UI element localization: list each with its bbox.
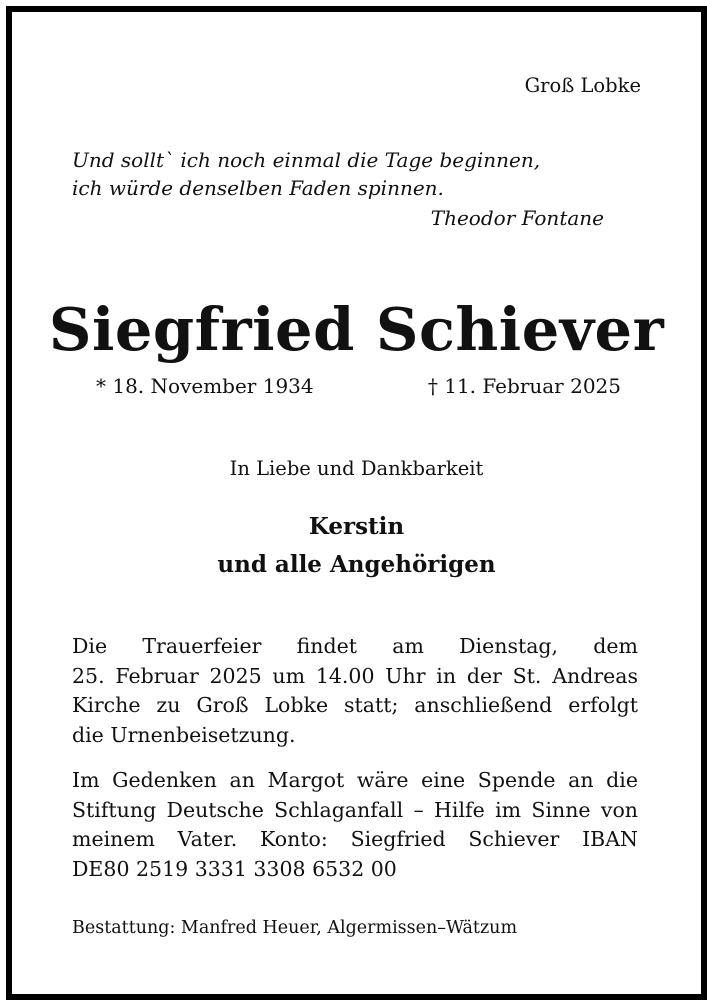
death-date: † 11. Februar 2025 xyxy=(427,374,621,398)
mourner-line: und alle Angehörigen xyxy=(217,551,496,578)
quote-line: ich würde denselben Faden spinnen. xyxy=(72,176,444,200)
donation-line: Stiftung Deutsche Schlaganfall – Hilfe im Sinne von xyxy=(72,797,638,822)
service-line: 25. Februar 2025 um 14.00 Uhr in der St. Andreas xyxy=(72,663,638,688)
dedication: In Liebe und Dankbarkeit xyxy=(229,457,484,480)
quote-line: Und sollt` ich noch einmal die Tage beginnen, xyxy=(72,148,541,172)
quote xyxy=(72,146,540,202)
service-line: die Urnenbeisetzung. xyxy=(72,722,296,747)
mourner-line: Kerstin xyxy=(308,513,405,540)
birth-date: * 18. November 1934 xyxy=(96,374,314,398)
mourners xyxy=(12,508,701,584)
obituary-frame xyxy=(6,6,707,1000)
donation-line: Im Gedenken an Margot wäre eine Spende an die xyxy=(72,768,638,792)
service-line: Die Trauerfeier findet am Dienstag, dem xyxy=(72,634,638,658)
quote-author: Theodor Fontane xyxy=(430,206,604,230)
funeral-home: Bestattung: Manfred Heuer, Algermissen–Wätzum xyxy=(72,918,518,938)
deceased-name: Siegfried Schiever xyxy=(48,295,665,364)
service-notice xyxy=(72,632,638,750)
donation-notice xyxy=(72,766,638,884)
service-line: Kirche zu Groß Lobke statt; anschließend erfolgt xyxy=(72,693,638,717)
donation-line: DE80 2519 3331 3308 6532 00 xyxy=(72,856,397,881)
place-name: Groß Lobke xyxy=(524,74,641,97)
donation-line: meinem Vater. Konto: Siegfried Schiever IBAN xyxy=(72,827,638,851)
